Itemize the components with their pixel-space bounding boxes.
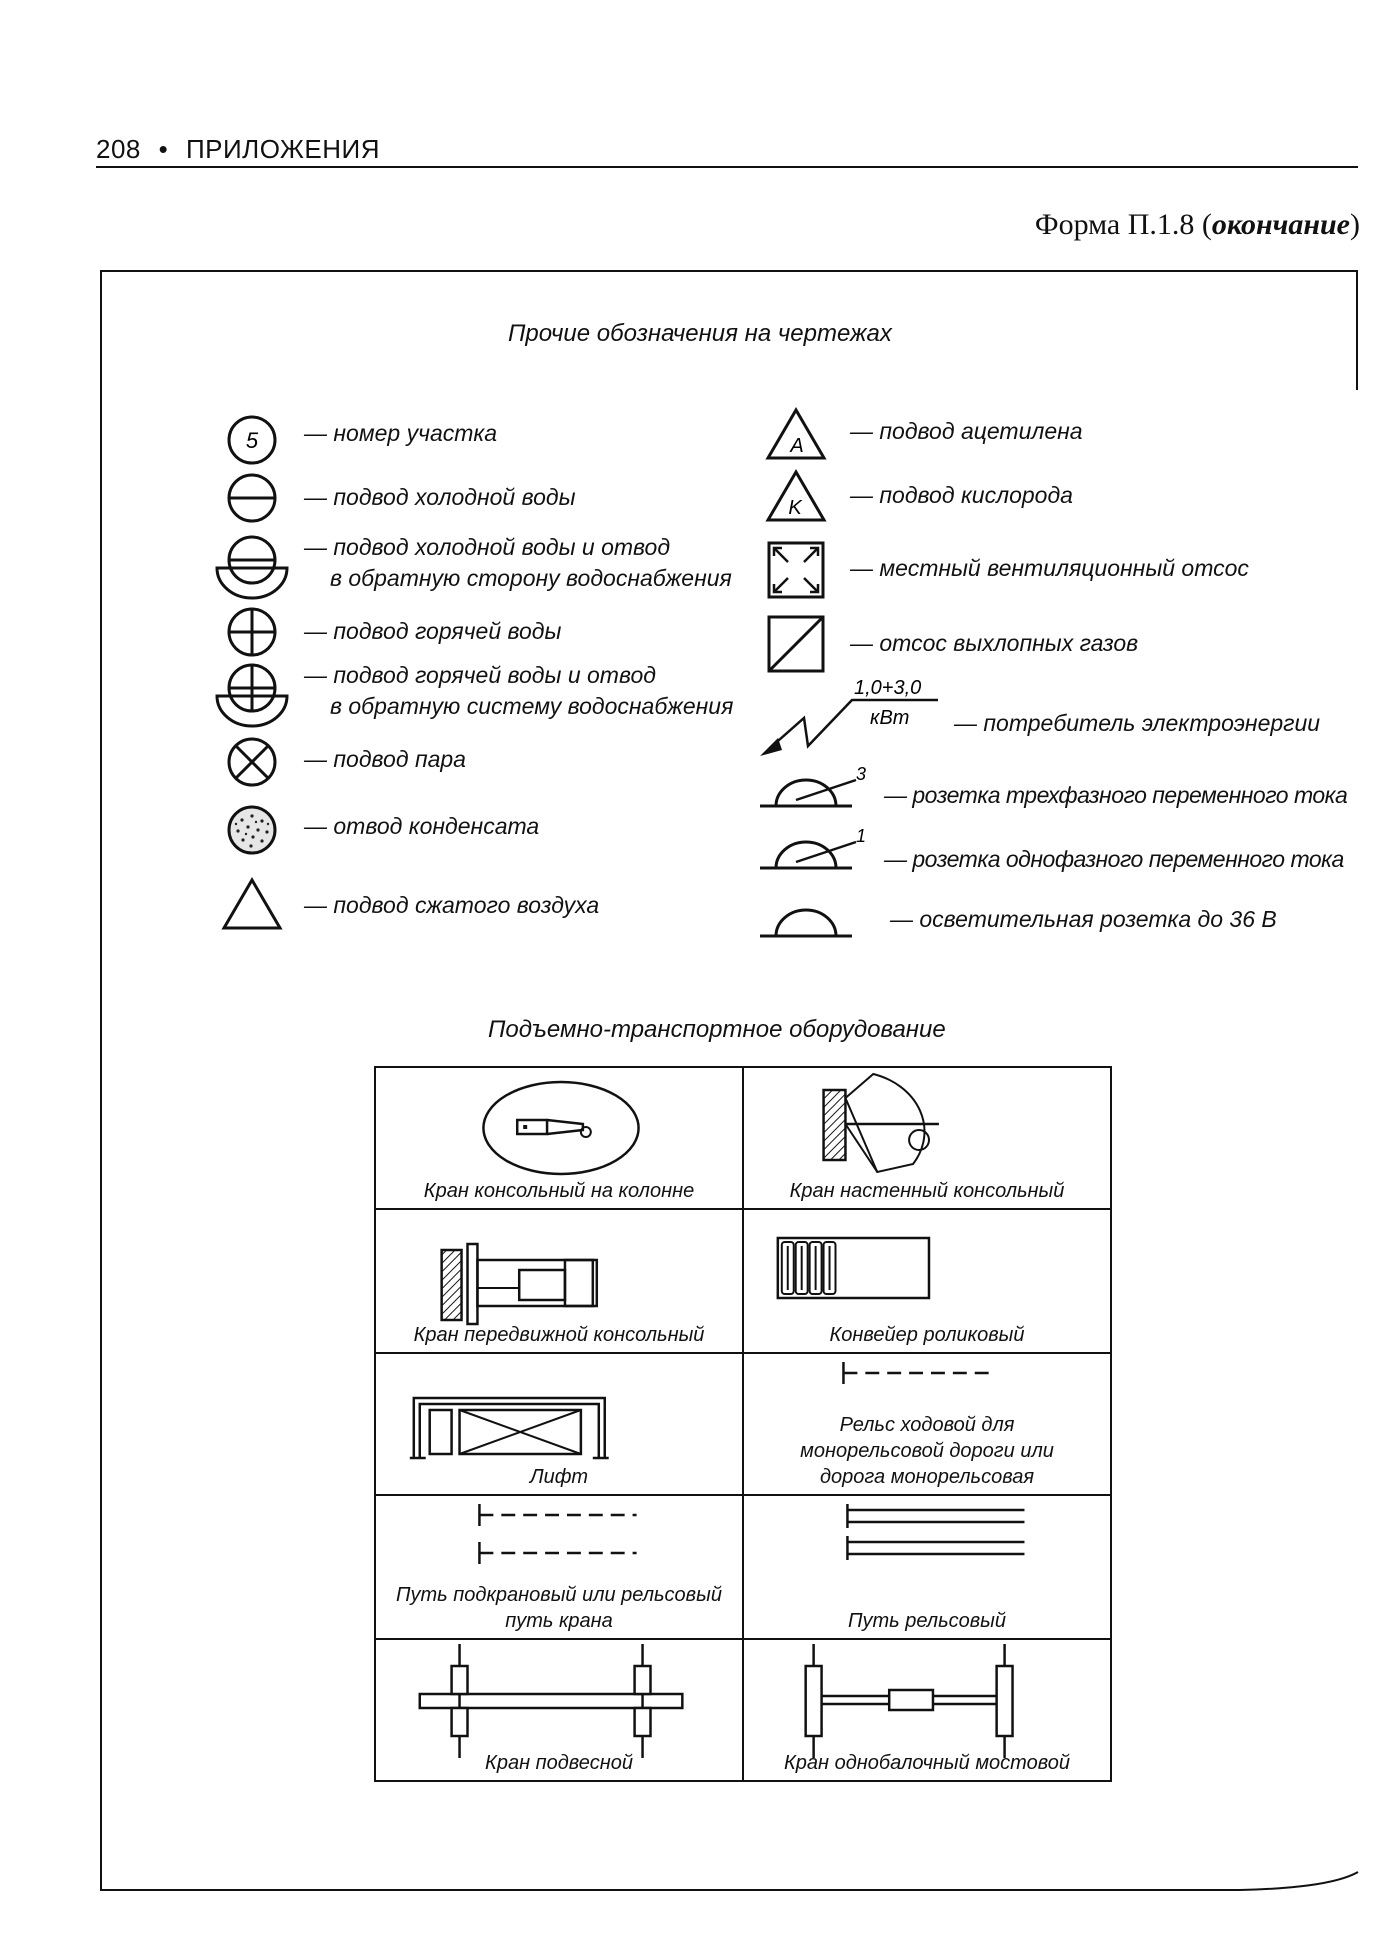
cell-caption (744, 1178, 1110, 1204)
lifting-section-title: Подъемно-транспортное оборудование (488, 1016, 946, 1043)
square-diagonal-icon (766, 614, 826, 674)
header-bullet: • (158, 134, 169, 164)
legend-right-1: — подвод ацетилена (850, 418, 1083, 444)
table-row (375, 1353, 1111, 1495)
cell-caption (376, 1178, 742, 1204)
form-title-main: Форма П.1.8 ( (1034, 208, 1212, 241)
triangle-a-icon (764, 406, 828, 462)
cell-caption (376, 1582, 742, 1634)
svg-text:A: A (790, 435, 804, 457)
legend-left-2: — подвод холодной воды (304, 484, 576, 510)
form-title-suffix: окончание (1211, 208, 1350, 241)
form-title-close: ) (1350, 208, 1360, 241)
table-cell (743, 1639, 1111, 1781)
table-cell (375, 1353, 743, 1495)
caption-line: Кран настенный консольный (789, 1180, 1065, 1202)
cell-caption (744, 1750, 1110, 1776)
legend-left-5b: в обратную систему водоснабжения (330, 693, 734, 719)
table-row (375, 1209, 1111, 1353)
legend-left-3a: — подвод холодной воды и отвод (304, 534, 671, 560)
square-arrows-icon (766, 540, 826, 600)
page-header (96, 134, 380, 165)
form-title (1035, 208, 1360, 242)
caption-line: Кран передвижной консольный (413, 1324, 705, 1346)
caption-line: путь крана (505, 1610, 613, 1632)
legend-left-4: — подвод горячей воды (304, 618, 562, 644)
legend-right-4: — отсос выхлопных газов (850, 630, 1139, 656)
caption-line: Путь рельсовый (847, 1610, 1006, 1632)
frame-left-border (100, 270, 102, 1890)
circle-number-icon (224, 412, 280, 468)
table-row (375, 1639, 1111, 1781)
caption-line: Лифт (529, 1466, 589, 1488)
table-cell (743, 1209, 1111, 1353)
cell-caption (744, 1412, 1110, 1490)
table-cell (743, 1495, 1111, 1639)
table-cell (375, 1067, 743, 1209)
legend-right-2: — подвод кислорода (850, 482, 1073, 508)
cell-caption (376, 1464, 742, 1490)
circle-x-icon (224, 734, 280, 790)
caption-line: монорельсовой дороги или (800, 1440, 1054, 1462)
table-cell (743, 1353, 1111, 1495)
legend-right-5: — потребитель электроэнергии (954, 710, 1321, 736)
circle-hline-bowl-icon (214, 532, 290, 602)
symbols-section-title: Прочие обозначения на чертежах (508, 320, 892, 347)
frame-bottom-border (100, 1860, 1360, 1900)
svg-text:3: 3 (856, 764, 867, 784)
table-cell (375, 1495, 743, 1639)
page-number: 208 (96, 134, 141, 164)
svg-text:1: 1 (856, 826, 867, 846)
section-title: ПРИЛОЖЕНИЯ (185, 134, 380, 164)
frame-top-border (100, 270, 1358, 272)
svg-text:кВт: кВт (870, 707, 910, 729)
table-row (375, 1067, 1111, 1209)
legend-right-6: — розетка трехфазного переменного тока (884, 782, 1348, 808)
socket-single-phase-icon (756, 824, 886, 874)
legend-left-6: — подвод пара (304, 746, 466, 772)
caption-line: Кран однобалочный мостовой (784, 1752, 1070, 1774)
triangle-icon (220, 876, 284, 932)
table-row (375, 1495, 1111, 1639)
cell-caption (376, 1322, 742, 1348)
cell-caption (744, 1608, 1110, 1634)
legend-left-7: — отвод конденсата (304, 813, 540, 839)
legend-left-8: — подвод сжатого воздуха (304, 892, 600, 918)
svg-text:5: 5 (245, 428, 259, 453)
circle-dotted-icon (224, 802, 280, 858)
svg-text:K: K (788, 497, 802, 519)
caption-line: дорога монорельсовая (819, 1466, 1034, 1488)
lighting-socket-icon (756, 892, 866, 942)
header-rule (96, 166, 1358, 168)
frame-right-border (1356, 270, 1358, 390)
legend-right-3: — местный вентиляционный отсос (850, 555, 1249, 581)
lifting-equipment-table (374, 1066, 1112, 1782)
cell-caption (744, 1322, 1110, 1348)
caption-line: Кран консольный на колонне (423, 1180, 695, 1202)
caption-line: Рельс ходовой для (839, 1414, 1015, 1436)
circle-cross-icon (224, 604, 280, 660)
caption-line: Путь подкрановый или рельсовый (396, 1584, 722, 1606)
socket-three-phase-icon (756, 762, 886, 812)
legend-right-7: — розетка однофазного переменного тока (884, 846, 1344, 872)
table-cell (375, 1639, 743, 1781)
triangle-k-icon (764, 468, 828, 524)
circle-cross-bowl-icon (214, 660, 290, 730)
legend-right-8: — осветительная розетка до 36 В (890, 906, 1277, 932)
cell-caption (376, 1750, 742, 1776)
caption-line: Кран подвесной (485, 1752, 633, 1774)
table-cell (375, 1209, 743, 1353)
legend-left-5a: — подвод горячей воды и отвод (304, 662, 656, 688)
legend-left-1: — номер участка (304, 420, 498, 446)
svg-text:1,0+3,0: 1,0+3,0 (854, 677, 922, 699)
legend-left-3b: в обратную сторону водоснабжения (330, 565, 732, 591)
caption-line: Конвейер роликовый (829, 1324, 1025, 1346)
circle-hline-icon (224, 470, 280, 526)
electric-consumer-icon (756, 676, 946, 766)
table-cell (743, 1067, 1111, 1209)
